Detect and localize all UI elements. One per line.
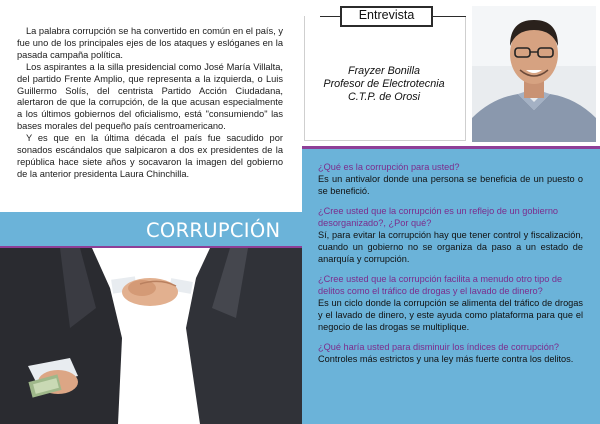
question-2: ¿Cree usted que la corrupción es un reflejo de un gobierno desorganizado?, ¿Por qué? bbox=[318, 206, 559, 229]
intro-paragraph-3: Y es que en la última década el país fue sacudido por sonados escándalos que salpicaron a dos ex presidentes de la república hace siete años y socavaron la imagen del gobierno de la anterior presidenta Laura Chinchilla. bbox=[17, 133, 283, 179]
tag-rule-left bbox=[320, 16, 340, 17]
interviewee-credits bbox=[306, 65, 462, 105]
answer-3: Es un ciclo donde la corrupción se alimenta del tráfico de drogas y el lavado de dinero, y este ayuda como plataforma para que el negocio de las drogas se multiplique. bbox=[318, 297, 583, 332]
interviewee-portrait bbox=[472, 6, 596, 142]
question-4: ¿Qué haría usted para disminuir los índices de corrupción? bbox=[318, 342, 560, 353]
interview-tag: Entrevista bbox=[358, 8, 415, 22]
intro-article bbox=[17, 26, 283, 181]
question-1: ¿Qué es la corrupción para usted? bbox=[318, 162, 460, 172]
section-title: CORRUPCIÓN bbox=[146, 219, 281, 242]
answer-4: Controles más estrictos y una ley más fuerte contra los delitos. bbox=[318, 354, 574, 365]
interview-qa bbox=[318, 162, 583, 375]
handshake-bribe-photo bbox=[0, 248, 302, 424]
intro-paragraph-2: Los aspirantes a la silla presidencial como José María Villalta, del partido Frente Amplio, que representa a la izquierda, o Luis Guillermo Solís, del centrista Partido Acción Ciudadana, alertaron de que la corrupción, de la que acusan especialmente a los últimos gobiernos del oficialismo, está "consumiendo" las bases morales del pequeño país centroamericano. bbox=[17, 61, 283, 132]
answer-1: Es un antivalor donde una persona se beneficia de un puesto o se benefició. bbox=[318, 173, 583, 196]
interviewee-name: Frayzer Bonilla bbox=[347, 65, 420, 77]
intro-paragraph-1: La palabra corrupción se ha convertido en común en el país, y fue uno de los principales ejes de los ataques y eslóganes en la pasada campaña política. bbox=[17, 26, 283, 60]
qa-accent-stripe bbox=[302, 146, 600, 149]
answer-2: Sí, para evitar la corrupción hay que tener control y fiscalización, cuando un gobierno no se organiza da paso a un estado de anarquía y corrupción. bbox=[318, 229, 583, 264]
interviewee-role: Profesor de Electrotecnia bbox=[323, 78, 445, 91]
tag-rule-right bbox=[433, 16, 466, 17]
question-3: ¿Cree usted que la corrupción facilita a menudo otro tipo de delitos como el tráfico de drogas y el lavado de dinero? bbox=[318, 274, 563, 297]
interviewee-school: C.T.P. de Orosi bbox=[347, 91, 420, 104]
